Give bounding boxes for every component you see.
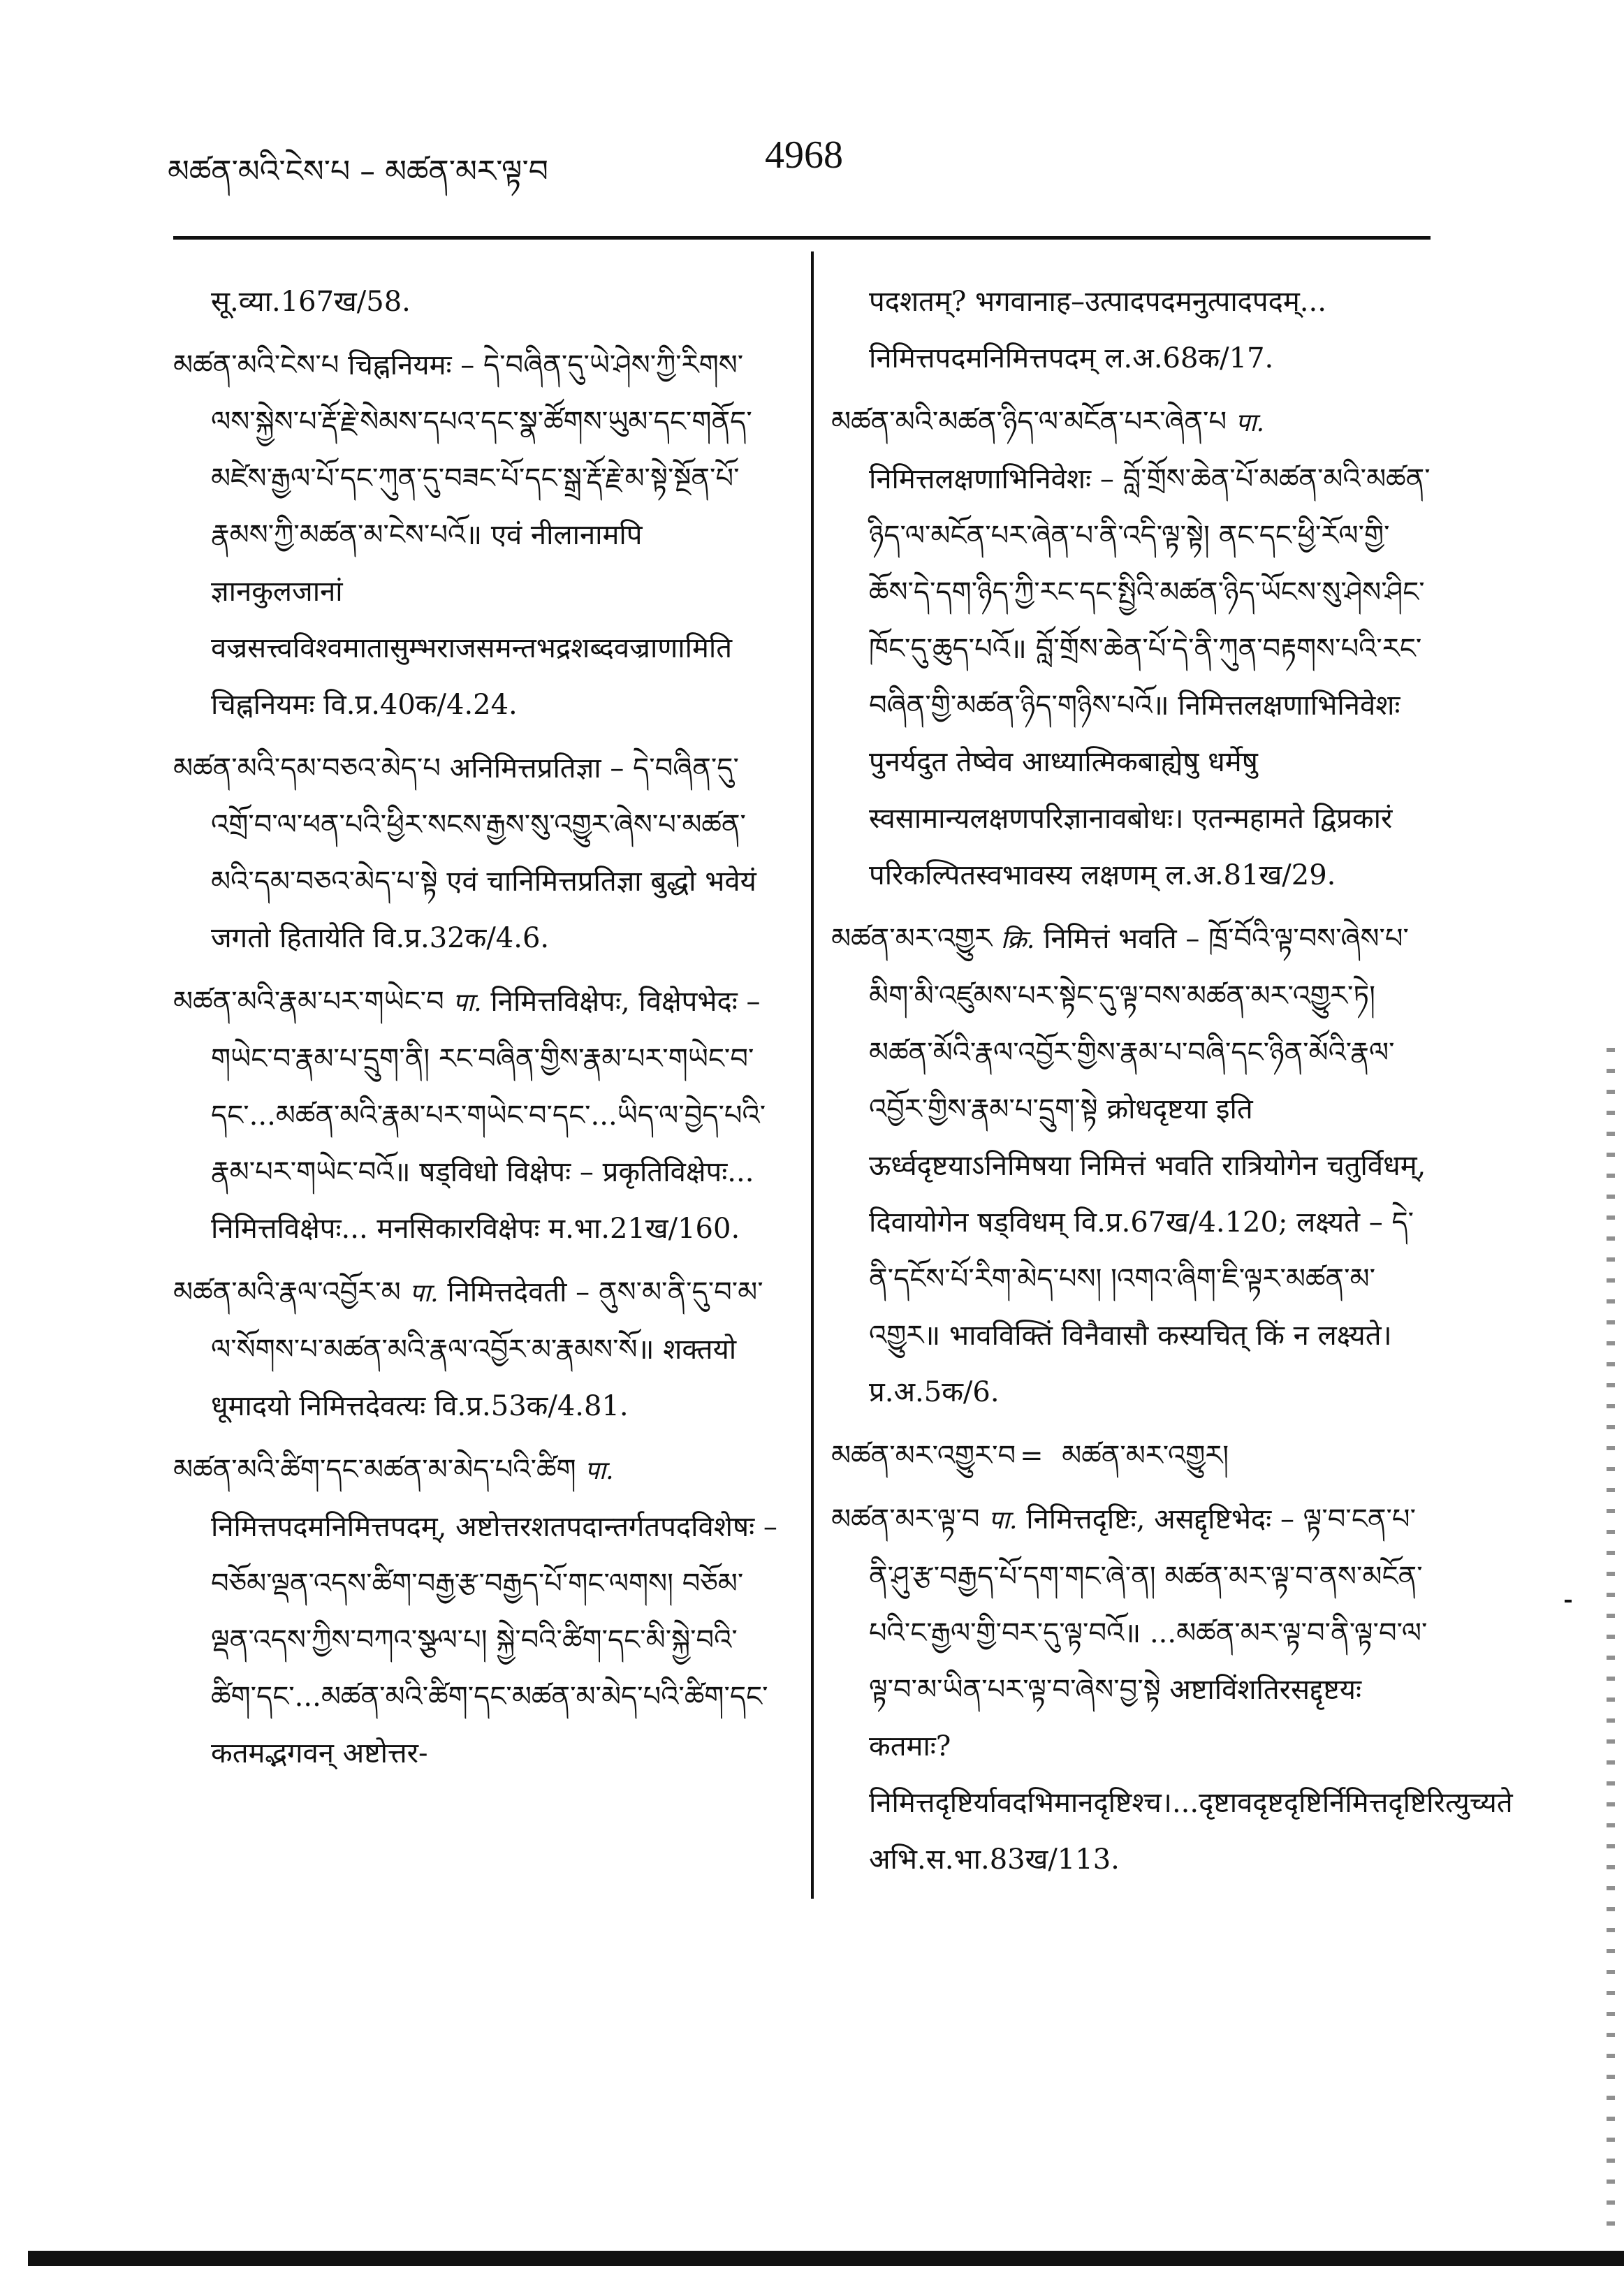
- entry-definition: निमित्तदेवती – ནུས་མ་ནི་དུ་བ་མ་ལ་སོགས་པ་མཚན་མའི་རྣལ་འབྱོར་མ་རྣམས་སོ॥ शक्तयो धूमादयो निमित्तदेवत्यः वि.प्र.53क/4.81.: [211, 1276, 763, 1422]
- scan-edge: [1607, 1048, 1615, 2235]
- grammar-abbreviation: पा.: [585, 1456, 614, 1485]
- grammar-abbreviation: पा.: [409, 1279, 439, 1308]
- dictionary-entry: [173, 337, 781, 733]
- entry-headword: མཚན་མའི་དམ་བཅའ་མེད་པ: [173, 752, 441, 784]
- entry-definition: चिह्ननियमः – དེ་བཞིན་དུ་ཡེ་ཤེས་ཀྱི་རིགས་ལས་སྐྱེས་པ་རྡོ་རྗེ་སེམས་དཔའ་དང་སྣ་ཚོགས་ཡུམ་དང་གནོད་མཛེས་རྒྱལ་པོ་དང་ཀུན་དུ་བཟང་པོ་དང་སྒྲ་རྡོ་རྗེ་མ་སྟེ་སྔོན་པོ་རྣམས་ཀྱི་མཚན་མ་ངེས་པའོ॥ एवं नीलानामपि ज्ञानकुलजानां वज्रसत्त्वविश्वमातासुम्भराजसमन्तभद्रशब्दवज्राणामिति चिह्ननियमः वि.प्र.40क/4.24.: [211, 349, 752, 721]
- grammar-abbreviation: पा.: [453, 988, 482, 1017]
- entry-headword: མཚན་མའི་ཚིག་དང་མཚན་མ་མེད་པའི་ཚིག: [173, 1454, 576, 1486]
- column-divider: [811, 251, 814, 1899]
- dictionary-entry: [831, 911, 1432, 1421]
- running-head: མཚན་མའི་ངེས་པ – མཚན་མར་ལྟ་བ: [168, 154, 548, 189]
- margin-mark: [1565, 1600, 1572, 1602]
- dictionary-entry: [831, 394, 1432, 904]
- entry-definition: निमित्तं भवति – ཁྲོ་བོའི་ལྟ་བས་ཞེས་པ་མིག་མི་འཛུམས་པར་སྟེང་དུ་ལྟ་བས་མཚན་མར་འགྱུར་ཏེ། མཚན་མོའི་རྣལ་འབྱོར་གྱིས་རྣམ་པ་བཞི་དང་ཉིན་མོའི་རྣལ་འབྱོར་གྱིས་རྣམ་པ་དྲུག་སྟེ क्रोधदृष्टया इति ऊर्ध्वदृष्टयाऽनिमिषया निमित्तं भवति रात्रियोगेन चतुर्विधम्, दिवायोगेन षड्विधम् वि.प्र.67ख/4.120; लक्ष्यते – དེ་ནི་དངོས་པོ་རིག་མེད་པས། །འགའ་ཞིག་ཇི་ལྟར་མཚན་མ་འགྱུར॥ भावविक्तिं विनैवासौ कस्यचित् किं न लक्ष्यते। प्र.अ.5क/6.: [869, 923, 1426, 1408]
- entry-definition: अनिमित्तप्रतिज्ञा – དེ་བཞིན་དུ་འགྲོ་བ་ལ་ཕན་པའི་ཕྱིར་སངས་རྒྱས་སུ་འགྱུར་ཞེས་པ་མཚན་མའི་དམ་བཅའ་མེད་པ་སྟེ एवं चानिमित्तप्रतिज्ञा बुद्धो भवेयं जगतो हितायेति वि.प्र.32क/4.6.: [211, 752, 756, 954]
- entry-headword: མཚན་མར་འགྱུར་བ: [831, 1440, 1016, 1472]
- bottom-rule: [28, 2251, 1624, 2266]
- left-column: [173, 274, 781, 1789]
- entry-headword: མཚན་མའི་མཚན་ཉིད་ལ་མངོན་པར་ཞེན་པ: [831, 406, 1227, 438]
- entry-headword: མཚན་མར་ལྟ་བ: [831, 1503, 980, 1535]
- entry-definition: सू.व्या.167ख/58.: [211, 286, 411, 318]
- page-number: 4968: [765, 133, 843, 177]
- top-rule: [173, 236, 1431, 240]
- cross-reference: མཚན་མར་འགྱུར།: [1062, 1440, 1229, 1472]
- dictionary-entry: [173, 1442, 781, 1782]
- entry-definition: निमित्तपदमनिमित्तपदम्, अष्टोत्तरशतपदान्तर्गतपदविशेषः – བཅོམ་ལྡན་འདས་ཚིག་བརྒྱ་རྩ་བརྒྱད་པོ་གང་ལགས། བཅོམ་ལྡན་འདས་ཀྱིས་བཀའ་སྩལ་པ། སྐྱེ་བའི་ཚིག་དང་མི་སྐྱེ་བའི་ཚིག་དང་...མཚན་མའི་ཚིག་དང་མཚན་མ་མེད་པའི་ཚིག་དང་ कतमद्भगवन् अष्टोत्तर-: [211, 1511, 777, 1769]
- entry-headword: མཚན་མའི་རྣམ་པར་གཡེང་བ: [173, 986, 444, 1018]
- entry-headword: མཚན་མའི་རྣལ་འབྱོར་མ: [173, 1276, 401, 1308]
- dictionary-entry: མཚན་མར་འགྱུར་བ = མཚན་མར་འགྱུར།: [831, 1428, 1432, 1484]
- dictionary-entry: [173, 274, 781, 330]
- grammar-abbreviation: पा.: [988, 1506, 1018, 1535]
- dictionary-entry: [173, 974, 781, 1257]
- grammar-abbreviation: क्रि.: [1000, 926, 1035, 954]
- dictionary-entry: [831, 274, 1432, 387]
- entry-definition: निमित्तलक्षणाभिनिवेशः – བློ་གྲོས་ཆེན་པོ་མཚན་མའི་མཚན་ཉིད་ལ་མངོན་པར་ཞེན་པ་ནི་འདི་ལྟ་སྟེ། ནང་དང་ཕྱི་རོལ་གྱི་ཆོས་དེ་དག་ཉིད་ཀྱི་རང་དང་སྤྱིའི་མཚན་ཉིད་ཡོངས་སུ་ཤེས་ཤིང་ཁོང་དུ་ཆུད་པའོ॥ བློ་གྲོས་ཆེན་པོ་དེ་ནི་ཀུན་བརྟགས་པའི་རང་བཞིན་གྱི་མཚན་ཉིད་གཉིས་པའོ॥ निमित्तलक्षणाभिनिवेशः पुनर्यदुत तेष्वेव आध्यात्मिकबाह्येषु धर्मेषु स्वसामान्यलक्षणपरिज्ञानावबोधः। एतन्महामते द्विप्रकारं परिकल्पितस्वभावस्य लक्षणम् ल.अ.81ख/29.: [869, 463, 1431, 891]
- grammar-abbreviation: पा.: [1235, 409, 1265, 437]
- entry-definition: पदशतम्? भगवानाह–उत्पादपदमनुत्पादपदम्... निमित्तपदमनिमित्तपदम् ल.अ.68क/17.: [869, 286, 1326, 374]
- dictionary-entry: [173, 1264, 781, 1435]
- entry-headword: མཚན་མའི་ངེས་པ: [173, 349, 339, 381]
- dictionary-entry: [831, 1491, 1513, 1888]
- dictionary-entry: [173, 740, 781, 967]
- entry-definition: निमित्तविक्षेपः, विक्षेपभेदः – གཡེང་བ་རྣམ་པ་དྲུག་ནི། རང་བཞིན་གྱིས་རྣམ་པར་གཡེང་བ་དང་...མཚན་མའི་རྣམ་པར་གཡེང་བ་དང་...ཡིད་ལ་བྱེད་པའི་རྣམ་པར་གཡེང་བའོ॥ षड्विधो विक्षेपः – प्रकृतिविक्षेपः... निमित्तविक्षेपः... मनसिकारविक्षेपः म.भा.21ख/160.: [211, 986, 766, 1245]
- entry-definition: निमित्तदृष्टिः, असद्दृष्टिभेदः – ལྟ་བ་ངན་པ་ནི་ཤུ་རྩ་བརྒྱད་པོ་དག་གང་ཞེ་ན། མཚན་མར་ལྟ་བ་ནས་མངོན་པའི་ང་རྒྱལ་གྱི་བར་དུ་ལྟ་བའོ॥ ...མཚན་མར་ལྟ་བ་ནི་ལྟ་བ་ལ་ལྟ་བ་མ་ཡིན་པར་ལྟ་བ་ཞེས་བྱ་སྟེ अष्टाविंशतिरसद्दृष्टयः कतमाः? निमित्तदृष्टिर्यावदभिमानदृष्टिश्च।...दृष्टावदृष्टदृष्टिर्निमित्तदृष्टिरित्युच्यते अभि.स.भा.83ख/113.: [869, 1503, 1513, 1876]
- entry-headword: མཚན་མར་འགྱུར: [831, 923, 993, 955]
- right-column: [831, 274, 1513, 1895]
